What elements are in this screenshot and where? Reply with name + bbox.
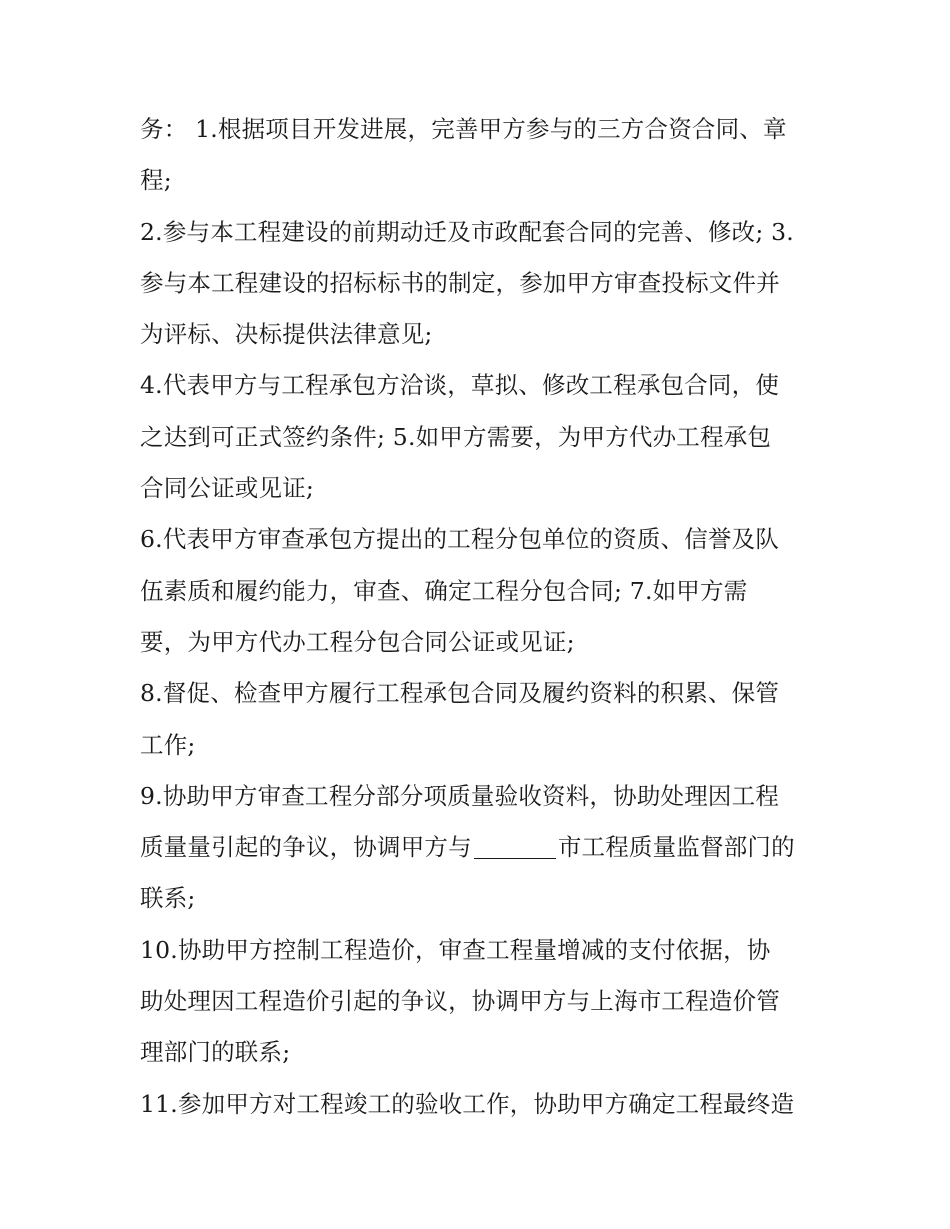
text-line: 工作; (140, 730, 196, 759)
text-line-with-blank (140, 822, 820, 873)
text-segment: 市工程质量监督部门的 (557, 833, 795, 862)
text-line: 理部门的联系; (140, 1038, 291, 1067)
text-line: 4.代表甲方与工程承包方洽谈，草拟、修改工程承包合同，使 (140, 371, 780, 400)
text-line: 参与本工程建设的招标标书的制定，参加甲方审查投标文件并 (140, 268, 780, 297)
text-segment: 质量量引起的争议，协调甲方与 (140, 833, 472, 862)
text-line: 9.协助甲方审查工程分部分项质量验收资料，协助处理因工程 (140, 781, 780, 810)
text-line: 6.代表甲方审查承包方提出的工程分包单位的资质、信誉及队 (140, 525, 780, 554)
text-line: 为评标、决标提供法律意见; (140, 320, 433, 349)
text-line: 11.参加甲方对工程竣工的验收工作，协助甲方确定工程最终造 (140, 1089, 795, 1118)
text-line: 联系; (140, 884, 196, 913)
text-line: 10.协助甲方控制工程造价，审查工程量增减的支付依据，协 (140, 935, 771, 964)
body-text (140, 104, 820, 1130)
text-line: 助处理因工程造价引起的争议，协调甲方与上海市工程造价管 (140, 987, 780, 1016)
text-line: 伍素质和履约能力，审查、确定工程分包合同; 7.如甲方需 (140, 576, 748, 605)
text-line: 要，为甲方代办工程分包合同公证或见证; (140, 627, 575, 656)
text-line: 程; (140, 166, 172, 195)
text-line: 2.参与本工程建设的前期动迁及市政配套合同的完善、修改; 3. (140, 217, 794, 246)
fill-in-blank (474, 858, 556, 860)
text-line: 务： 1.根据项目开发进展，完善甲方参与的三方合资合同、章 (140, 115, 787, 143)
text-line: 之达到可正式签约条件; 5.如甲方需要，为甲方代办工程承包 (140, 422, 772, 451)
text-line: 8.督促、检查甲方履行工程承包合同及履约资料的积累、保管 (140, 679, 780, 708)
text-line: 合同公证或见证; (140, 474, 315, 503)
